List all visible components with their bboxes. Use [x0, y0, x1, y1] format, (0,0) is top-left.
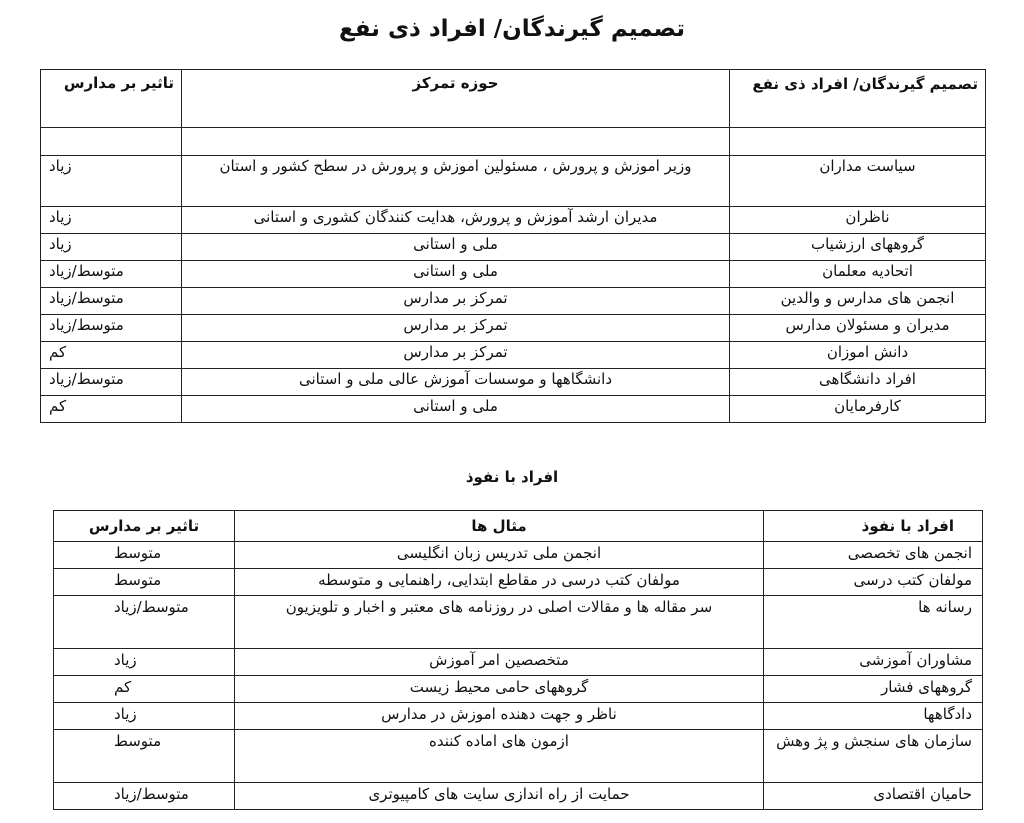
impact-cell: کم: [54, 676, 235, 703]
stakeholder-cell: افراد دانشگاهی: [730, 369, 986, 396]
empty-row: [41, 128, 986, 156]
table-row: [41, 396, 986, 423]
impact-cell: زیاد: [41, 156, 182, 207]
impact-cell: متوسط: [54, 730, 235, 783]
focus-cell: ملی و استانی: [182, 261, 730, 288]
focus-cell: ملی و استانی: [182, 234, 730, 261]
page-title: تصمیم گیرندگان/ افراد ذی نفع: [339, 16, 685, 42]
table-row: [41, 369, 986, 396]
influencer-cell: دادگاهها: [764, 703, 983, 730]
impact-cell: متوسط/زیاد: [41, 369, 182, 396]
influencer-cell: انجمن های تخصصی: [764, 542, 983, 569]
stakeholder-cell: دانش اموزان: [730, 342, 986, 369]
influencer-cell: مولفان کتب درسی: [764, 569, 983, 596]
influencers-table: [53, 510, 983, 810]
impact-cell: متوسط/زیاد: [54, 783, 235, 810]
example-cell: انجمن ملی تدریس زبان انگلیسی: [235, 542, 764, 569]
focus-cell: دانشگاهها و موسسات آموزش عالی ملی و استانی: [182, 369, 730, 396]
table-row: [41, 342, 986, 369]
example-cell: متخصصین امر آموزش: [235, 649, 764, 676]
example-cell: ازمون های اماده کننده: [235, 730, 764, 783]
header-influencers: افراد با نفوذ: [764, 511, 983, 542]
decision-makers-table: [40, 69, 986, 423]
table-row: [54, 676, 983, 703]
influencer-cell: مشاوران آموزشی: [764, 649, 983, 676]
table-cell: [41, 128, 182, 156]
impact-cell: زیاد: [41, 234, 182, 261]
impact-cell: متوسط: [54, 542, 235, 569]
table-cell: [730, 128, 986, 156]
impact-cell: متوسط: [54, 569, 235, 596]
table-cell: [182, 128, 730, 156]
impact-cell: زیاد: [41, 207, 182, 234]
table-row: [54, 649, 983, 676]
table-row: [41, 261, 986, 288]
stakeholder-cell: سیاست مداران: [730, 156, 986, 207]
table-header-row: [54, 511, 983, 542]
stakeholder-cell: کارفرمایان: [730, 396, 986, 423]
stakeholder-cell: مدیران و مسئولان مدارس: [730, 315, 986, 342]
table-row: [41, 156, 986, 207]
stakeholder-cell: اتحادیه معلمان: [730, 261, 986, 288]
table-header-row: [41, 70, 986, 128]
header-stakeholders: تصمیم گیرندگان/ افراد ذی نفع: [730, 70, 986, 128]
impact-cell: متوسط/زیاد: [41, 261, 182, 288]
impact-cell: کم: [41, 342, 182, 369]
impact-cell: زیاد: [54, 649, 235, 676]
example-cell: گروههای حامی محیط زیست: [235, 676, 764, 703]
focus-cell: تمرکز بر مدارس: [182, 342, 730, 369]
table-row: [41, 288, 986, 315]
influencer-cell: حامیان اقتصادی: [764, 783, 983, 810]
table-row: [41, 315, 986, 342]
impact-cell: زیاد: [54, 703, 235, 730]
header-focus-area: حوزه تمرکز: [182, 70, 730, 128]
header-impact: تاثیر بر مدارس: [41, 70, 182, 128]
table-row: [54, 703, 983, 730]
impact-cell: متوسط/زیاد: [41, 315, 182, 342]
table-row: [54, 730, 983, 783]
influencer-cell: سازمان های سنجش و پژ وهش: [764, 730, 983, 783]
focus-cell: وزیر اموزش و پرورش ، مسئولین اموزش و پرورش در سطح کشور و استان: [182, 156, 730, 207]
focus-cell: تمرکز بر مدارس: [182, 288, 730, 315]
example-cell: ناظر و جهت دهنده اموزش در مدارس: [235, 703, 764, 730]
stakeholder-cell: انجمن های مدارس و والدین: [730, 288, 986, 315]
stakeholder-cell: گروههای ارزشیاب: [730, 234, 986, 261]
table-row: [41, 234, 986, 261]
header-impact: تاثیر بر مدارس: [54, 511, 235, 542]
table-row: [54, 569, 983, 596]
table-row: [54, 596, 983, 649]
section-title: افراد با نفوذ: [465, 468, 559, 486]
example-cell: مولفان کتب درسی در مقاطع ابتدایی، راهنمایی و متوسطه: [235, 569, 764, 596]
focus-cell: ملی و استانی: [182, 396, 730, 423]
impact-cell: متوسط/زیاد: [41, 288, 182, 315]
influencer-cell: رسانه ها: [764, 596, 983, 649]
focus-cell: تمرکز بر مدارس: [182, 315, 730, 342]
example-cell: حمایت از راه اندازی سایت های کامپیوتری: [235, 783, 764, 810]
impact-cell: متوسط/زیاد: [54, 596, 235, 649]
example-cell: سر مقاله ها و مقالات اصلی در روزنامه های معتبر و اخبار و تلویزیون: [235, 596, 764, 649]
stakeholder-cell: ناظران: [730, 207, 986, 234]
header-examples: مثال ها: [235, 511, 764, 542]
impact-cell: کم: [41, 396, 182, 423]
influencer-cell: گروههای فشار: [764, 676, 983, 703]
table-row: [54, 783, 983, 810]
table-row: [41, 207, 986, 234]
focus-cell: مدیران ارشد آموزش و پرورش، هدایت کنندگان کشوری و استانی: [182, 207, 730, 234]
table-row: [54, 542, 983, 569]
